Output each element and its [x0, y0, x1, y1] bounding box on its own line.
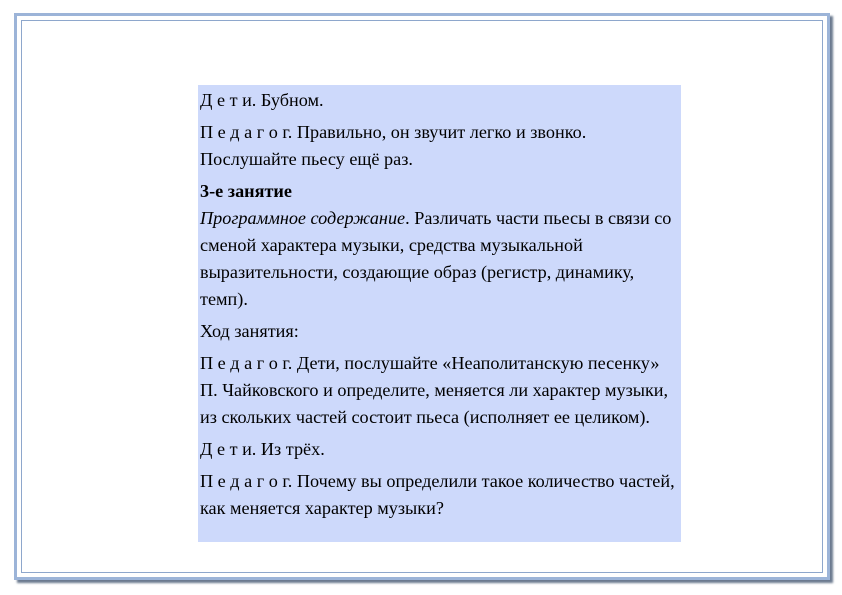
- dialogue-text: Бубном.: [256, 90, 324, 110]
- speaker-children: Д е т и.: [200, 439, 257, 459]
- dialogue-line-teacher-2: [200, 350, 677, 431]
- lesson-course-label: Ход занятия:: [200, 321, 299, 341]
- dialogue-text: Из трёх.: [256, 439, 325, 459]
- lesson-heading: 3-е занятие: [200, 181, 292, 201]
- dialogue-line-children-2: [200, 436, 677, 463]
- dialogue-text: Дети, послушайте «Неаполитанскую песенку» П. Чайковского и определите, меняется ли характер музыки, из скольких частей состоит пьеса (исполняет ее целиком).: [200, 353, 669, 427]
- speaker-children: Д е т и.: [200, 90, 257, 110]
- dialogue-text: Почему вы определили такое количество частей, как меняется характер музыки?: [200, 471, 675, 518]
- program-content-text: . Различать части пьесы в связи со сменой характера музыки, средства музыкальной выразительности, создающие образ (регистр, динамику, темп).: [200, 208, 672, 309]
- speaker-teacher: П е д а г о г.: [200, 122, 293, 142]
- lesson-section: [200, 178, 677, 313]
- speaker-teacher: П е д а г о г.: [200, 471, 293, 491]
- dialogue-text: Правильно, он звучит легко и звонко. Послушайте пьесу ещё раз.: [200, 122, 587, 169]
- speaker-teacher: П е д а г о г.: [200, 353, 293, 373]
- program-content-label: Программное содержание: [200, 208, 406, 228]
- text-block: [198, 85, 681, 542]
- dialogue-line-teacher-1: [200, 119, 677, 173]
- dialogue-line-teacher-3: [200, 468, 677, 522]
- dialogue-line-children-1: [200, 87, 677, 114]
